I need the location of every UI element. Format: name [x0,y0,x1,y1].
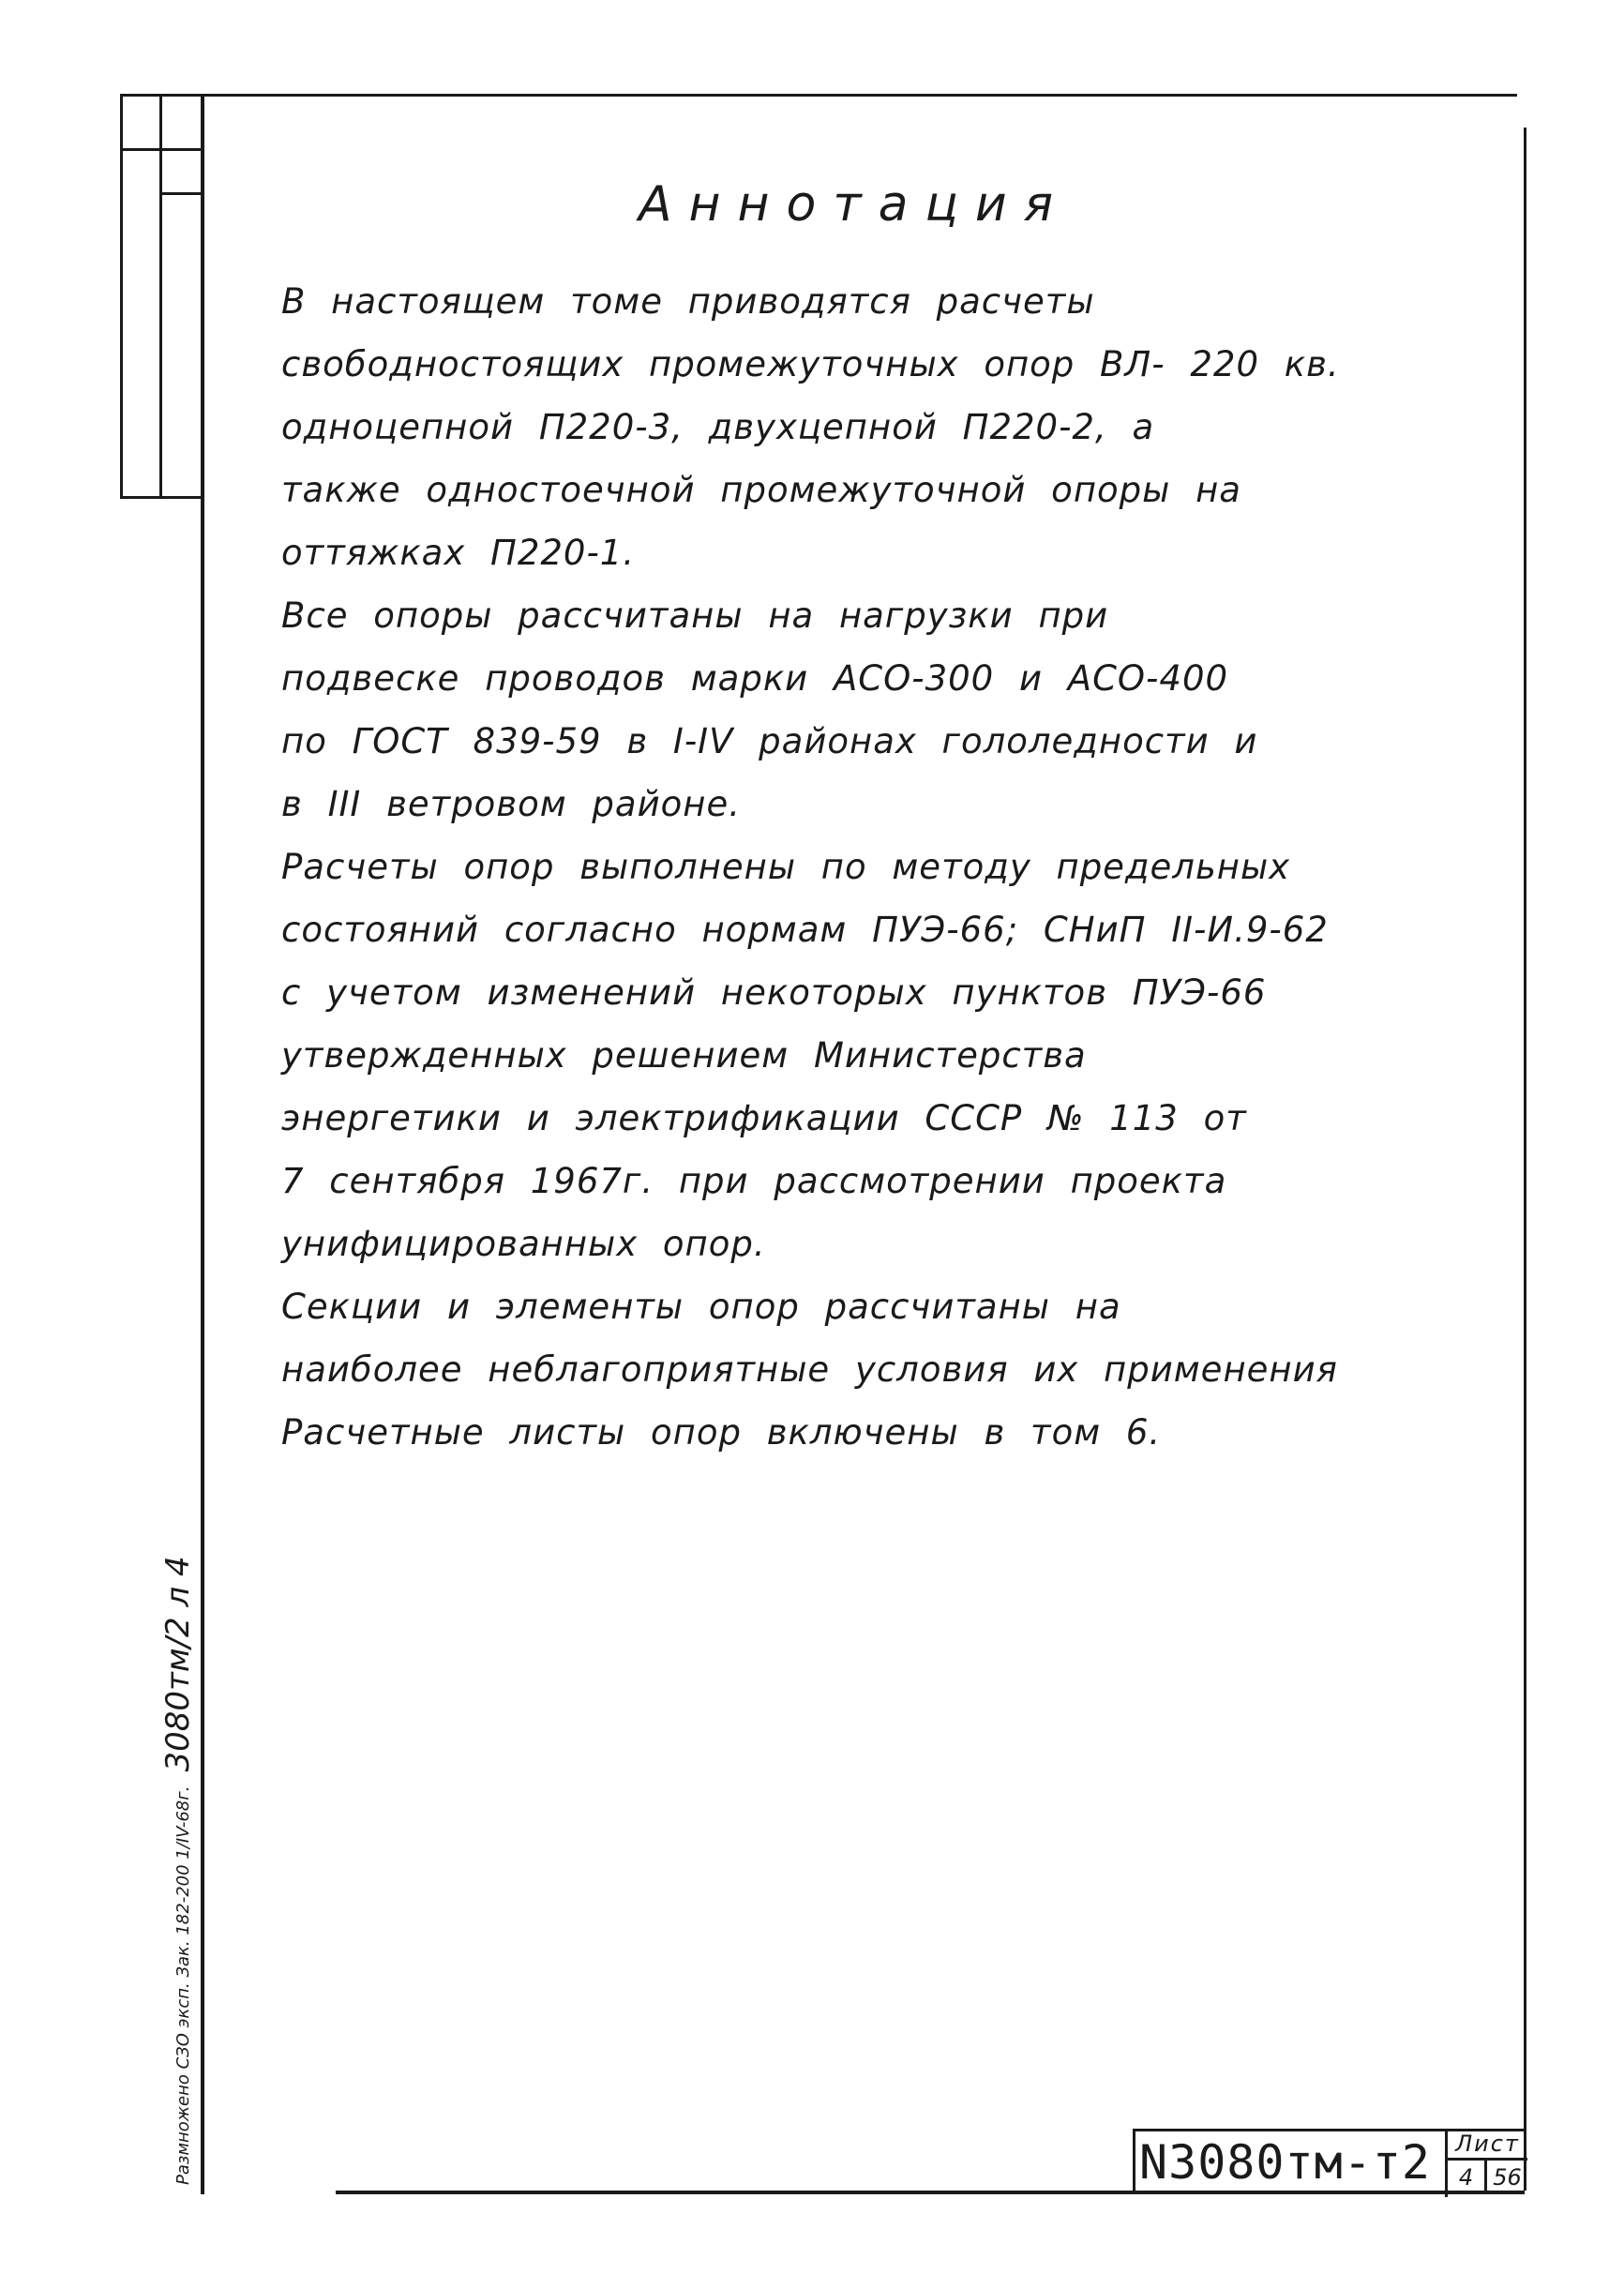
sheet-label: Лист [1448,2129,1527,2161]
annotation-text [281,270,1500,1464]
text-line: с учетом изменений некоторых пунктов ПУЭ-66 [281,972,1267,1013]
title-block [1133,2129,1525,2194]
page-title: Аннотация [638,176,1070,233]
text-line: подвеске проводов марки АСО-300 и АСО-400 [281,658,1229,699]
archive-reproduction-text: Размножено СЗО эксп. Зак. 182-200 1/IV-68г. [173,1785,193,2185]
text-line: Все опоры рассчитаны на нагрузки при [281,595,1109,636]
text-line: наиболее неблагоприятные условия их применения [281,1349,1338,1390]
stamp-inner-line [159,94,162,499]
frame-left-line [201,94,204,2194]
text-line: также одностоечной промежуточной опоры на [281,470,1241,510]
archive-note [159,1378,197,2185]
text-line: 7 сентября 1967г. при рассмотрении проекта [281,1161,1227,1201]
document-number: N3080тм-т2 [1139,2135,1432,2190]
text-line: свободностоящих промежуточных опор ВЛ- 220 кв. [281,344,1340,384]
text-line: оттяжках П220-1. [281,533,636,573]
text-line: В настоящем томе приводятся расчеты [281,281,1095,322]
text-line: утвержденных решением Министерства [281,1035,1087,1076]
text-line: состояний согласно нормам ПУЭ-66; СНиП II-И.9-62 [281,910,1329,950]
text-line: по ГОСТ 839-59 в I-IV районах гололедности и [281,721,1258,761]
sheet-number: 4 [1448,2161,1487,2194]
text-line: Секции и элементы опор рассчитаны на [281,1287,1121,1327]
stamp-divider [120,496,204,499]
frame-top-line [120,94,1517,97]
text-line: унифицированных опор. [281,1224,766,1264]
stamp-outer-line [120,94,123,499]
text-line: Расчетные листы опор включены в том 6. [281,1412,1162,1453]
text-line: Расчеты опор выполнены по методу предельных [281,847,1291,887]
text-line: одноцепной П220-3, двухцепной П220-2, а [281,407,1155,447]
text-line: в III ветровом районе. [281,784,741,824]
stamp-divider [120,148,204,151]
frame-right-line [1524,128,1526,2191]
archive-code: 3080тм/2 л 4 [159,1556,197,1772]
sheet-total: 56 [1493,2164,1522,2191]
sheet-info [1445,2129,1527,2197]
text-line: энергетики и электрификации СССР № 113 от [281,1098,1247,1138]
